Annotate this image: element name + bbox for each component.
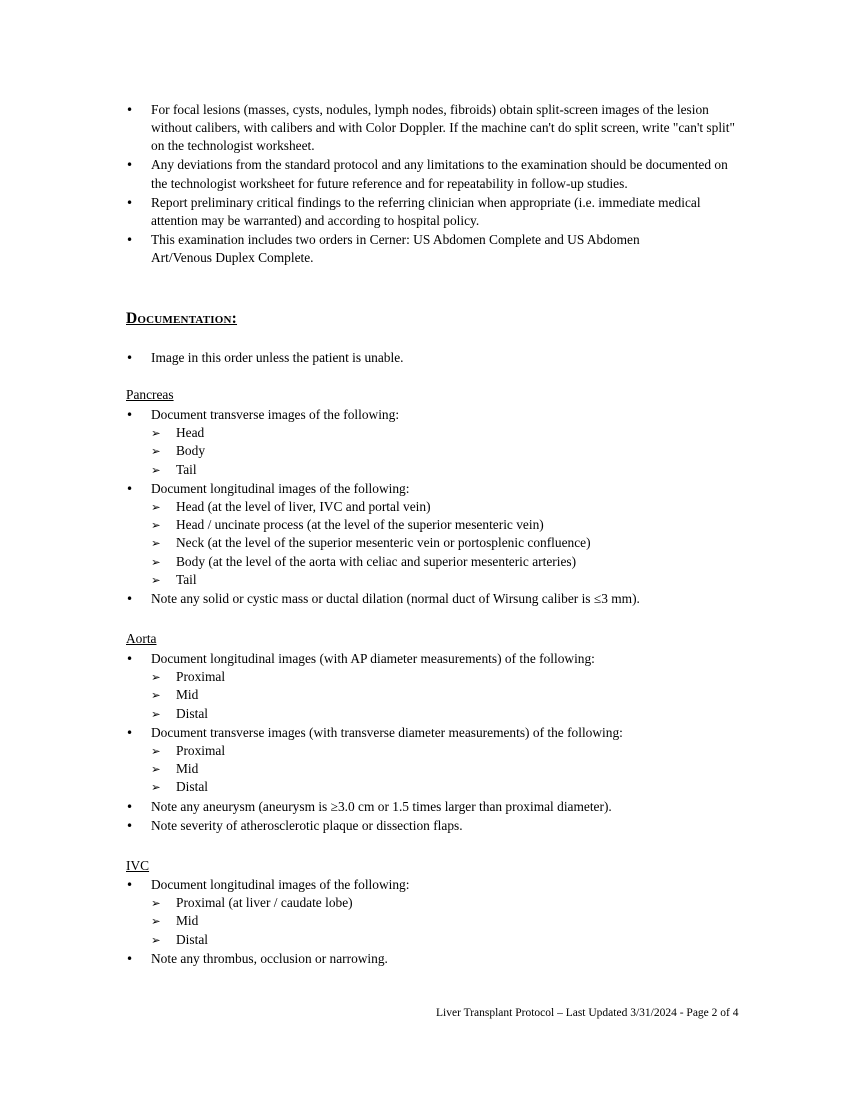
sub-list-item: ➢ Distal bbox=[0, 778, 857, 796]
sub-list-item: ➢ Mid bbox=[0, 686, 857, 704]
sub-list-item: ➢ Head / uncinate process (at the level of the superior mesenteric vein) bbox=[0, 516, 857, 534]
sub-list-item: ➢ Proximal bbox=[0, 668, 857, 686]
sub-list-item: ➢ Distal bbox=[0, 931, 857, 949]
aorta-list bbox=[0, 650, 857, 835]
sub-list-item: ➢ Tail bbox=[0, 461, 857, 479]
list-item: • Note severity of atherosclerotic plaque or dissection flaps. bbox=[0, 817, 857, 835]
documentation-list bbox=[0, 349, 857, 367]
sub-list-item: ➢ Distal bbox=[0, 705, 857, 723]
list-item: • Any deviations from the standard protocol and any limitations to the examination should be documented on the technologist worksheet for future reference and for repeatability in follow-up studies. bbox=[0, 156, 857, 192]
list-item: • Image in this order unless the patient is unable. bbox=[0, 349, 857, 367]
section-title-ivc: IVC bbox=[126, 858, 150, 873]
intro-bullet-list bbox=[0, 101, 857, 267]
list-item-label: Document longitudinal images of the following: bbox=[151, 877, 410, 892]
list-item bbox=[0, 480, 857, 498]
sub-list-item: ➢ Neck (at the level of the superior mesenteric vein or portosplenic confluence) bbox=[0, 534, 857, 552]
list-item bbox=[0, 650, 857, 668]
sub-list-item: ➢ Proximal bbox=[0, 742, 857, 760]
list-item: • Note any aneurysm (aneurysm is ≥3.0 cm or 1.5 times larger than proximal diameter). bbox=[0, 798, 857, 816]
list-item bbox=[0, 724, 857, 742]
sub-list-item: ➢ Mid bbox=[0, 912, 857, 930]
list-item: • Report preliminary critical findings to the referring clinician when appropriate (i.e. immediate medical attention may be warranted) and according to hospital policy. bbox=[0, 194, 857, 230]
ivc-list bbox=[0, 876, 857, 968]
list-item: • This examination includes two orders in Cerner: US Abdomen Complete and US Abdomen Art/Venous Duplex Complete. bbox=[0, 231, 857, 267]
list-item-label: Document longitudinal images (with AP diameter measurements) of the following: bbox=[151, 651, 595, 666]
list-item-label: Document longitudinal images of the following: bbox=[151, 480, 410, 496]
list-item bbox=[0, 406, 857, 424]
section-title-pancreas: Pancreas bbox=[126, 387, 174, 402]
list-item: • Note any thrombus, occlusion or narrowing. bbox=[0, 950, 857, 968]
section-heading-documentation: Documentation: bbox=[126, 310, 238, 327]
list-item: • For focal lesions (masses, cysts, nodules, lymph nodes, fibroids) obtain split-screen images of the lesion without calibers, with calibers and with Color Doppler. If the machine can't do split screen, write "can't split" on the technologist worksheet. bbox=[0, 101, 857, 156]
sub-list-item: ➢ Mid bbox=[0, 760, 857, 778]
section-title-aorta: Aorta bbox=[126, 631, 157, 646]
list-item: • Note any solid or cystic mass or ductal dilation (normal duct of Wirsung caliber is ≤3 mm). bbox=[0, 590, 857, 608]
list-item-label: Document transverse images (with transverse diameter measurements) of the following: bbox=[151, 724, 623, 740]
sub-list-item: ➢ Body (at the level of the aorta with celiac and superior mesenteric arteries) bbox=[0, 553, 857, 571]
page-footer: Liver Transplant Protocol – Last Updated 3/31/2024 - Page 2 of 4 bbox=[436, 1007, 739, 1019]
sub-list-item: ➢ Head bbox=[0, 424, 857, 442]
sub-list-item: ➢ Tail bbox=[0, 571, 857, 589]
sub-list-item: ➢ Body bbox=[0, 442, 857, 460]
pancreas-list bbox=[0, 406, 857, 608]
sub-list-item: ➢ Proximal (at liver / caudate lobe) bbox=[0, 894, 857, 912]
sub-list-item: ➢ Head (at the level of liver, IVC and portal vein) bbox=[0, 498, 857, 516]
list-item bbox=[0, 876, 857, 894]
list-item-label: Document transverse images of the following: bbox=[151, 407, 400, 422]
